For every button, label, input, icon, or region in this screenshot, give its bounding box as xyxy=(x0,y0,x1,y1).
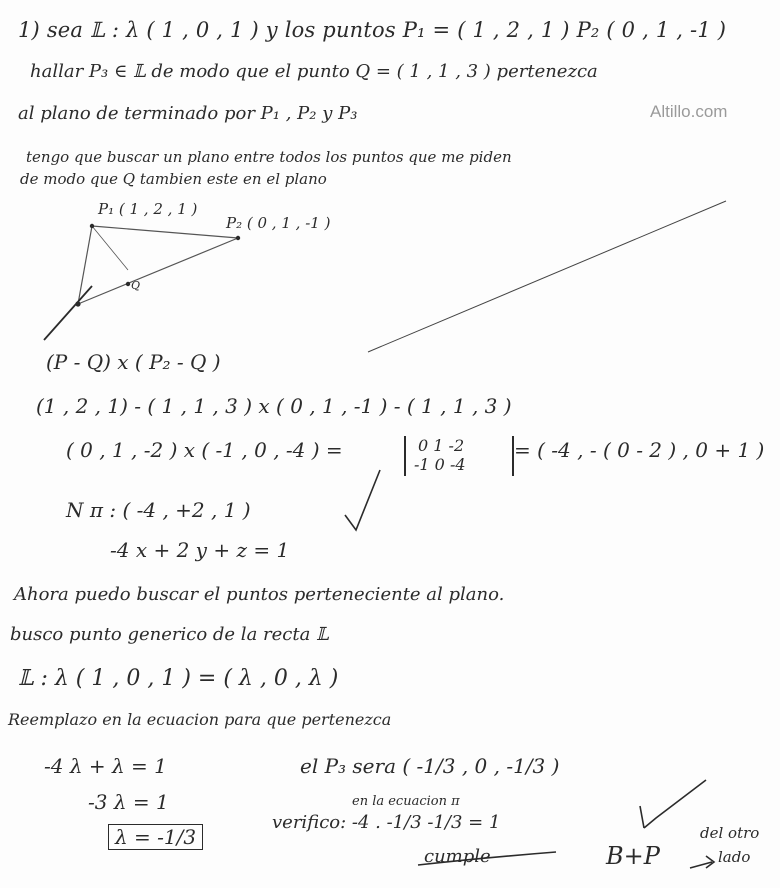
problem-line-1: 1) sea 𝕃 : λ ( 1 , 0 , 1 ) y los puntos P₁ = ( 1 , 2 , 1 ) P₂ ( 0 , 1 , -1 ) xyxy=(18,18,727,42)
equation-1: -4 λ + λ = 1 xyxy=(44,754,167,778)
step-substitute: (1 , 2 , 1) - ( 1 , 1 , 3 ) x ( 0 , 1 , -1 ) - ( 1 , 1 , 3 ) xyxy=(36,394,512,418)
search-line-4: Reemplazo en la ecuacion para que pertenezca xyxy=(8,710,392,729)
plan-line-2: de modo que Q tambien este en el plano xyxy=(20,170,327,188)
sketch-point-p3 xyxy=(75,301,80,306)
other-side-note: del otro xyxy=(700,824,760,842)
other-side-note-2: lado xyxy=(718,848,751,866)
sketch-edge-p3-p2 xyxy=(78,238,238,304)
verification: verifico: -4 . -1/3 -1/3 = 1 xyxy=(272,812,501,833)
sketch-point-p1 xyxy=(90,224,94,228)
sketch-label-q: Q xyxy=(131,279,141,292)
arrow-other-side xyxy=(690,856,714,868)
step-cross: (P - Q) x ( P₂ - Q ) xyxy=(46,350,221,374)
equation-2: -3 λ = 1 xyxy=(88,790,169,814)
sketch-point-p2 xyxy=(236,236,240,240)
verify-note: en la ecuacion π xyxy=(352,794,460,809)
search-line-1: Ahora puedo buscar el puntos perteneciente al plano. xyxy=(14,584,505,605)
normal-vector: N π : ( -4 , +2 , 1 ) xyxy=(66,498,251,522)
check-mark-2-tail xyxy=(640,806,644,828)
p3-result: el P₃ sera ( -1/3 , 0 , -1/3 ) xyxy=(300,754,560,778)
determinant xyxy=(404,436,514,476)
determinant-result: = ( -4 , - ( 0 - 2 ) , 0 + 1 ) xyxy=(514,438,765,462)
sketch-point-q xyxy=(126,282,130,286)
sketch-edge-p1-p3 xyxy=(78,226,92,304)
cumple-text: cumple xyxy=(424,846,491,867)
determinant-row-2: -1 0 -4 xyxy=(414,455,466,474)
sketch-edge-p1-p2 xyxy=(92,226,238,238)
sketch-line-l xyxy=(44,286,92,340)
sketch-label-p2: P₂ ( 0 , 1 , -1 ) xyxy=(226,214,331,232)
determinant-row-1: 0 1 -2 xyxy=(418,436,465,455)
check-mark-1 xyxy=(345,470,380,530)
step-vectors: ( 0 , 1 , -2 ) x ( -1 , 0 , -4 ) = xyxy=(66,438,343,462)
search-line-2: busco punto generico de la recta 𝕃 xyxy=(10,624,329,645)
problem-line-3: al plano de terminado por P₁ , P₂ y P₃ xyxy=(18,103,358,124)
plan-line-1: tengo que buscar un plano entre todos los puntos que me piden xyxy=(26,148,512,166)
check-mark-2 xyxy=(644,780,706,828)
plane-equation: -4 x + 2 y + z = 1 xyxy=(110,538,290,562)
sketch-guide xyxy=(92,226,128,270)
stray-pen-line xyxy=(368,201,726,352)
problem-line-2: hallar P₃ ∈ 𝕃 de modo que el punto Q = ( 1 , 1 , 3 ) pertenezca xyxy=(30,61,598,82)
sketch-label-p1: P₁ ( 1 , 2 , 1 ) xyxy=(98,200,198,218)
search-line-3: 𝕃 : λ ( 1 , 0 , 1 ) = ( λ , 0 , λ ) xyxy=(18,666,339,691)
lambda-result: λ = -1/3 xyxy=(108,824,203,850)
watermark: Altillo.com xyxy=(650,102,728,121)
bonus-mark: B+P xyxy=(606,842,660,870)
